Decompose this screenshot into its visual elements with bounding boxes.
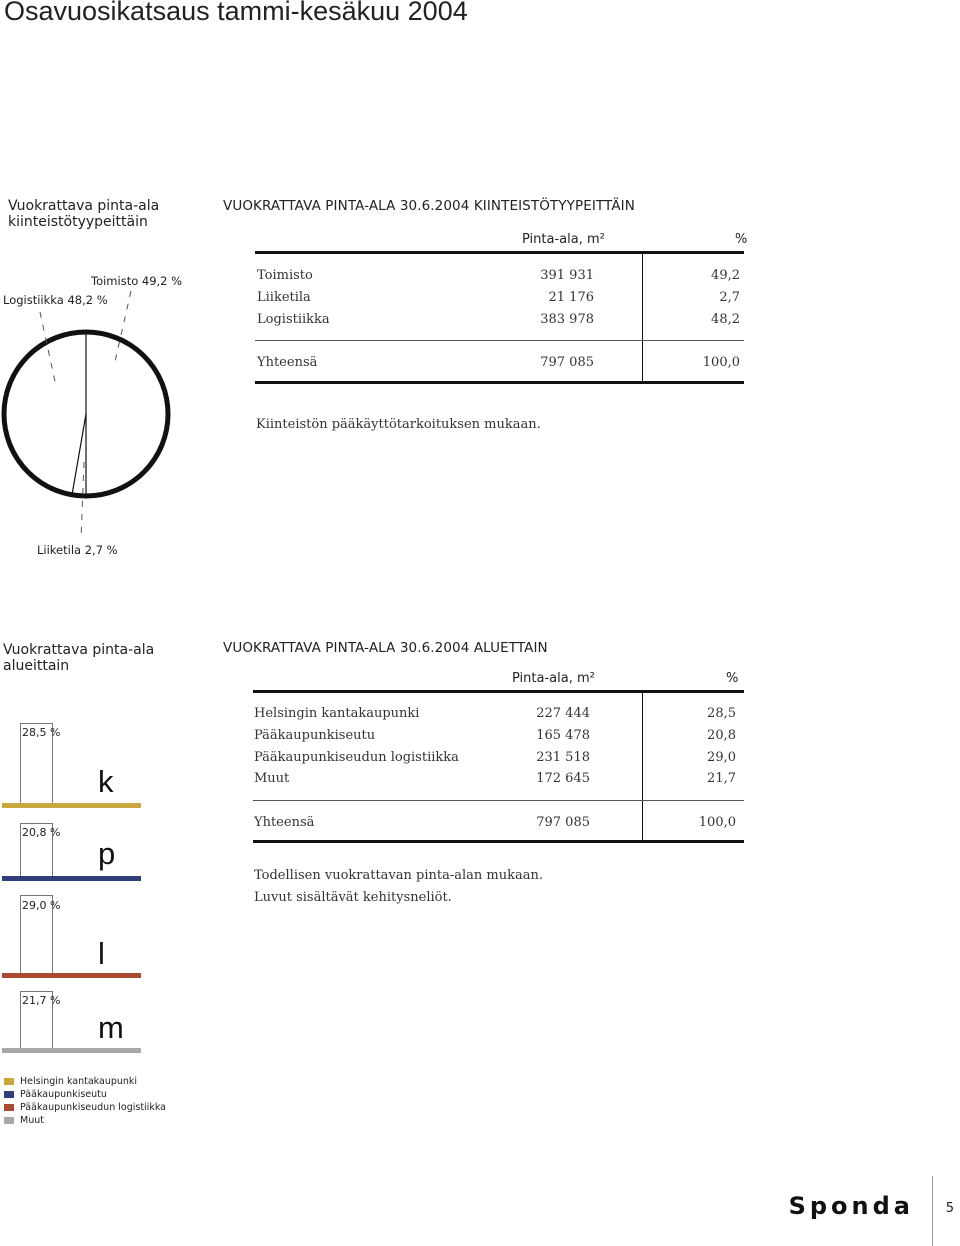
region-letter-p: p bbox=[98, 836, 116, 871]
legend-swatch bbox=[4, 1117, 14, 1124]
section2-row-area: 172 645 bbox=[536, 771, 590, 786]
section2-top-rule bbox=[253, 690, 744, 693]
section2-row-area: 231 518 bbox=[536, 750, 590, 765]
legend-swatch bbox=[4, 1104, 14, 1111]
legend-item bbox=[4, 1076, 137, 1088]
section1-side-heading-line2: kiinteistötyypeittäin bbox=[8, 214, 148, 230]
region-bar-p bbox=[2, 876, 141, 881]
legend-label: Helsingin kantakaupunki bbox=[20, 1076, 138, 1087]
section1-table-heading: VUOKRATTAVA PINTA-ALA 30.6.2004 KIINTEISTÖTYYPEITTÄIN bbox=[223, 198, 635, 214]
section2-note-line2: Luvut sisältävät kehitysneliöt. bbox=[254, 890, 452, 905]
section1-col-area-header: Pinta-ala, m² bbox=[522, 232, 605, 247]
legend-label: Pääkaupunkiseudun logistiikka bbox=[20, 1102, 166, 1113]
section2-total-area: 797 085 bbox=[536, 815, 590, 830]
pie-label-logistiikka: Logistiikka 48,2 % bbox=[3, 293, 108, 307]
page-title: Osavuosikatsaus tammi-kesäkuu 2004 bbox=[4, 0, 468, 26]
region-bar-m bbox=[2, 1048, 141, 1053]
legend-item bbox=[4, 1089, 107, 1101]
region-bar-l bbox=[2, 973, 141, 978]
section2-subtotal-rule bbox=[253, 800, 744, 801]
section1-total-pct: 100,0 bbox=[702, 355, 740, 370]
page-number: 5 bbox=[945, 1201, 954, 1216]
section2-side-heading-line2: alueittain bbox=[3, 658, 70, 674]
region-pct-m: 21,7 % bbox=[22, 994, 61, 1007]
section2-table-heading: VUOKRATTAVA PINTA-ALA 30.6.2004 ALUETTAIN bbox=[223, 640, 548, 656]
legend-item bbox=[4, 1115, 44, 1127]
region-pct-k: 28,5 % bbox=[22, 726, 61, 739]
section1-row-label: Liiketila bbox=[257, 290, 311, 305]
section1-column-divider bbox=[642, 254, 643, 382]
section2-row-area: 227 444 bbox=[536, 706, 590, 721]
section1-subtotal-rule bbox=[255, 340, 744, 341]
legend-label: Pääkaupunkiseutu bbox=[20, 1089, 107, 1100]
section1-row-area: 383 978 bbox=[540, 312, 594, 327]
region-letter-k: k bbox=[98, 764, 114, 799]
legend-item bbox=[4, 1102, 166, 1114]
region-pct-l: 29,0 % bbox=[22, 899, 61, 912]
section2-row-label: Pääkaupunkiseutu bbox=[254, 728, 376, 743]
section2-col-area-header: Pinta-ala, m² bbox=[512, 671, 595, 686]
section1-row-label: Toimisto bbox=[257, 268, 313, 283]
legend-swatch bbox=[4, 1091, 14, 1098]
section2-row-pct: 20,8 bbox=[707, 728, 736, 743]
pie-label-liiketila: Liiketila 2,7 % bbox=[37, 543, 118, 557]
legend-label: Muut bbox=[20, 1115, 44, 1126]
region-pct-p: 20,8 % bbox=[22, 826, 61, 839]
section2-row-label: Helsingin kantakaupunki bbox=[254, 706, 420, 721]
section2-note-line1: Todellisen vuokrattavan pinta-alan mukaan. bbox=[254, 868, 543, 883]
region-letter-m: m bbox=[98, 1010, 124, 1045]
section1-bottom-rule bbox=[255, 381, 744, 384]
section1-row-area: 391 931 bbox=[540, 268, 594, 283]
section1-total-area: 797 085 bbox=[540, 355, 594, 370]
section2-row-label: Pääkaupunkiseudun logistiikka bbox=[254, 750, 459, 765]
legend-swatch bbox=[4, 1078, 14, 1085]
section2-column-divider bbox=[642, 693, 643, 841]
section1-side-heading bbox=[8, 198, 159, 230]
region-letter-l: l bbox=[98, 936, 105, 971]
section2-row-label: Muut bbox=[254, 771, 290, 786]
section1-col-pct-header: % bbox=[735, 232, 748, 247]
brand-logo: Sponda bbox=[788, 1192, 914, 1220]
section1-total-label: Yhteensä bbox=[257, 355, 318, 370]
section1-row-pct: 2,7 bbox=[719, 290, 740, 305]
pie-label-toimisto: Toimisto 49,2 % bbox=[91, 274, 183, 288]
section1-top-rule bbox=[255, 251, 744, 254]
section2-row-pct: 21,7 bbox=[707, 771, 736, 786]
section2-side-heading-line1: Vuokrattava pinta-ala bbox=[3, 642, 155, 658]
section2-total-pct: 100,0 bbox=[698, 815, 736, 830]
section1-side-heading-line1: Vuokrattava pinta-ala bbox=[8, 198, 160, 214]
section2-col-pct-header: % bbox=[726, 671, 739, 686]
section2-bottom-rule bbox=[253, 840, 744, 843]
section1-row-area: 21 176 bbox=[548, 290, 594, 305]
section2-side-heading bbox=[3, 642, 154, 674]
section2-total-label: Yhteensä bbox=[254, 815, 315, 830]
footer-divider bbox=[932, 1176, 933, 1246]
section1-note: Kiinteistön pääkäyttötarkoituksen mukaan. bbox=[256, 417, 541, 432]
section2-row-pct: 28,5 bbox=[707, 706, 736, 721]
section2-row-area: 165 478 bbox=[536, 728, 590, 743]
section1-row-label: Logistiikka bbox=[257, 312, 330, 327]
section1-row-pct: 49,2 bbox=[711, 268, 740, 283]
section1-row-pct: 48,2 bbox=[711, 312, 740, 327]
section2-row-pct: 29,0 bbox=[707, 750, 736, 765]
region-bar-k bbox=[2, 803, 141, 808]
